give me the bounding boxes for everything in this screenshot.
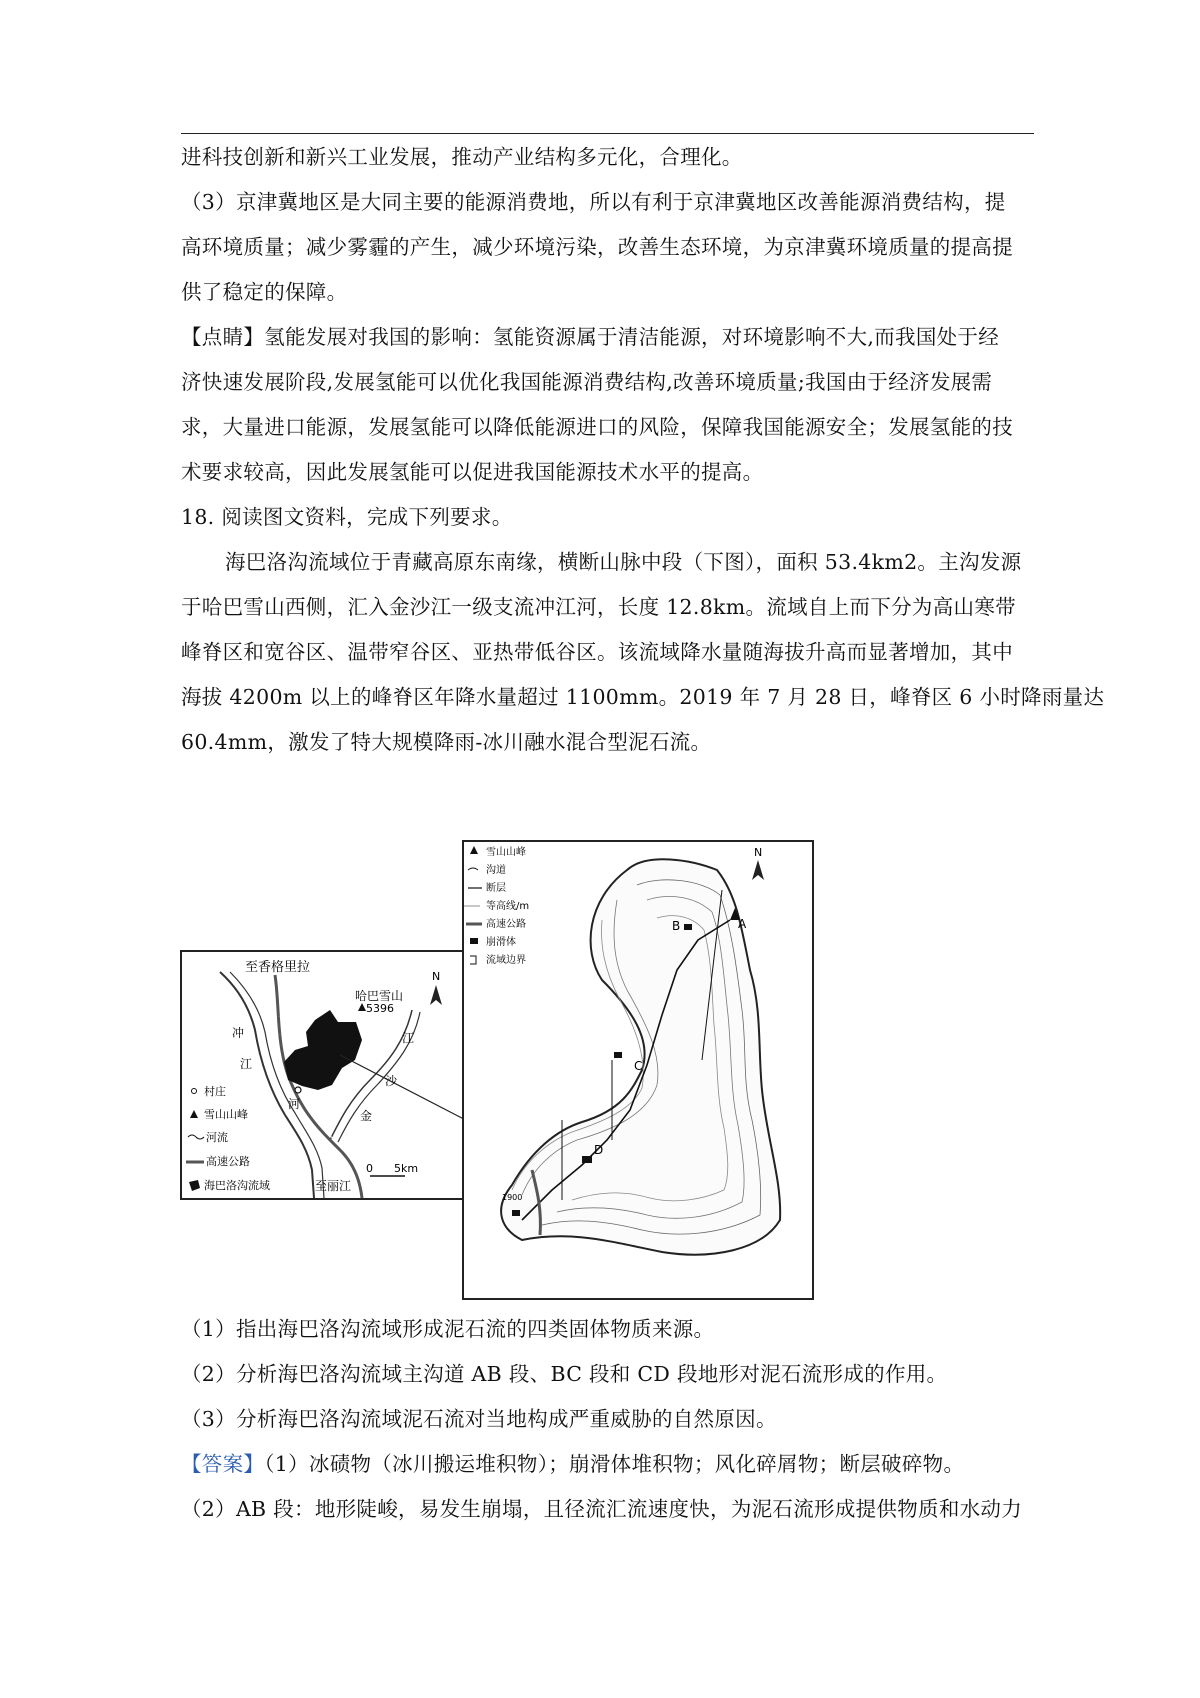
point-b-label: B [672, 919, 681, 933]
legend-label: 断层 [486, 883, 506, 894]
paragraph-line: 术要求较高，因此发展氢能可以促进我国能源技术水平的提高。 [181, 460, 764, 484]
legend-label: 流域边界 [486, 955, 526, 966]
peak-name-label: 哈巴雪山 [355, 989, 404, 1003]
legend-label: 等高线/m [486, 901, 530, 912]
paragraph-line: 供了稳定的保障。 [181, 280, 348, 304]
answer-line: （2）AB 段：地形陡峻，易发生崩塌，且径流汇流速度快，为泥石流形成提供物质和水动力 [181, 1497, 1023, 1521]
legend-village-icon [192, 1089, 197, 1094]
paragraph-line: 进科技创新和新兴工业发展，推动产业结构多元化，合理化。 [181, 145, 743, 169]
point-d-label: D [594, 1143, 604, 1157]
legend-label: 村庄 [204, 1085, 226, 1098]
answer-text: （1）冰碛物（冰川搬运堆积物）；崩滑体堆积物；风化碎屑物；断层破碎物。 [264, 1452, 965, 1476]
river-char: 沙 [385, 1074, 398, 1088]
river-char: 冲 [232, 1026, 245, 1040]
paragraph-line: 济快速发展阶段,发展氢能可以优化我国能源消费结构,改善环境质量;我国由于经济发展需 [181, 370, 993, 394]
label-to-lijiang: 至丽江 [315, 1179, 352, 1193]
river-char: 江 [240, 1057, 253, 1071]
legend-landslide-icon [470, 938, 478, 944]
sub-question: （3）分析海巴洛沟流域泥石流对当地构成严重威胁的自然原因。 [181, 1407, 777, 1431]
answer-line [181, 1450, 1041, 1478]
label-to-shangrila: 至香格里拉 [245, 960, 311, 975]
paragraph-line: （3）京津冀地区是大同主要的能源消费地，所以有利于京津冀地区改善能源消费结构，提 [181, 190, 1006, 214]
sub-question: （2）分析海巴洛沟流域主沟道 AB 段、BC 段和 CD 段地形对泥石流形成的作用。 [181, 1362, 948, 1386]
paragraph-line: 高环境质量；减少雾霾的产生，减少环境污染，改善生态环境，为京津冀环境质量的提高提 [181, 235, 1013, 259]
river-char: 金 [360, 1109, 373, 1123]
material-line: 海拔 4200m 以上的峰脊区年降水量超过 1100mm。2019 年 7 月 28 日，峰脊区 6 小时降雨量达 [181, 685, 1105, 709]
contour-label: 1900 [502, 1193, 523, 1202]
landslide-marker [512, 1210, 520, 1216]
location-map [180, 950, 485, 1200]
river-char: 河 [288, 1097, 301, 1111]
material-line: 60.4mm，激发了特大规模降雨-冰川融水混合型泥石流。 [181, 730, 712, 754]
legend-label: 崩滑体 [486, 937, 516, 948]
landslide-marker [582, 1156, 592, 1163]
basin-map [462, 840, 814, 1300]
scale-km: 5km [394, 1162, 419, 1175]
landslide-marker [614, 1052, 622, 1058]
legend-label: 沟道 [486, 865, 506, 876]
north-label: N [754, 846, 763, 859]
landslide-marker [684, 924, 692, 930]
paragraph-line: 【点睛】氢能发展对我国的影响：氢能资源属于清洁能源，对环境影响不大,而我国处于经 [181, 325, 1000, 349]
material-line: 峰脊区和宽谷区、温带窄谷区、亚热带低谷区。该流域降水量随海拔升高而显著增加，其中 [181, 640, 1013, 664]
north-label: N [432, 970, 441, 983]
sub-question: （1）指出海巴洛沟流域形成泥石流的四类固体物质来源。 [181, 1317, 715, 1341]
point-a-label: A [738, 917, 747, 931]
header-rule [181, 133, 1034, 134]
river-char: 江 [402, 1031, 415, 1045]
material-line: 海巴洛沟流域位于青藏高原东南缘，横断山脉中段（下图），面积 53.4km2。主沟发源 [225, 550, 1022, 574]
legend-label: 河流 [206, 1131, 228, 1144]
scale-zero: 0 [366, 1162, 373, 1175]
peak-elevation-label: 5396 [366, 1002, 394, 1015]
question-18-heading: 18. 阅读图文资料，完成下列要求。 [181, 505, 513, 529]
legend-label: 雪山山峰 [486, 847, 526, 858]
legend-label: 雪山山峰 [204, 1108, 248, 1121]
point-c-label: C [634, 1059, 643, 1073]
legend-label: 海巴洛沟流域 [204, 1179, 270, 1192]
answer-label: 【答案】 [181, 1452, 265, 1476]
village-marker [295, 1087, 301, 1093]
paragraph-line: 求，大量进口能源，发展氢能可以降低能源进口的风险，保障我国能源安全；发展氢能的技 [181, 415, 1013, 439]
legend-label: 高速公路 [206, 1155, 250, 1168]
legend-label: 高速公路 [486, 919, 526, 930]
material-line: 于哈巴雪山西侧，汇入金沙江一级支流冲江河，长度 12.8km。流域自上而下分为高山寒带 [181, 595, 1016, 619]
